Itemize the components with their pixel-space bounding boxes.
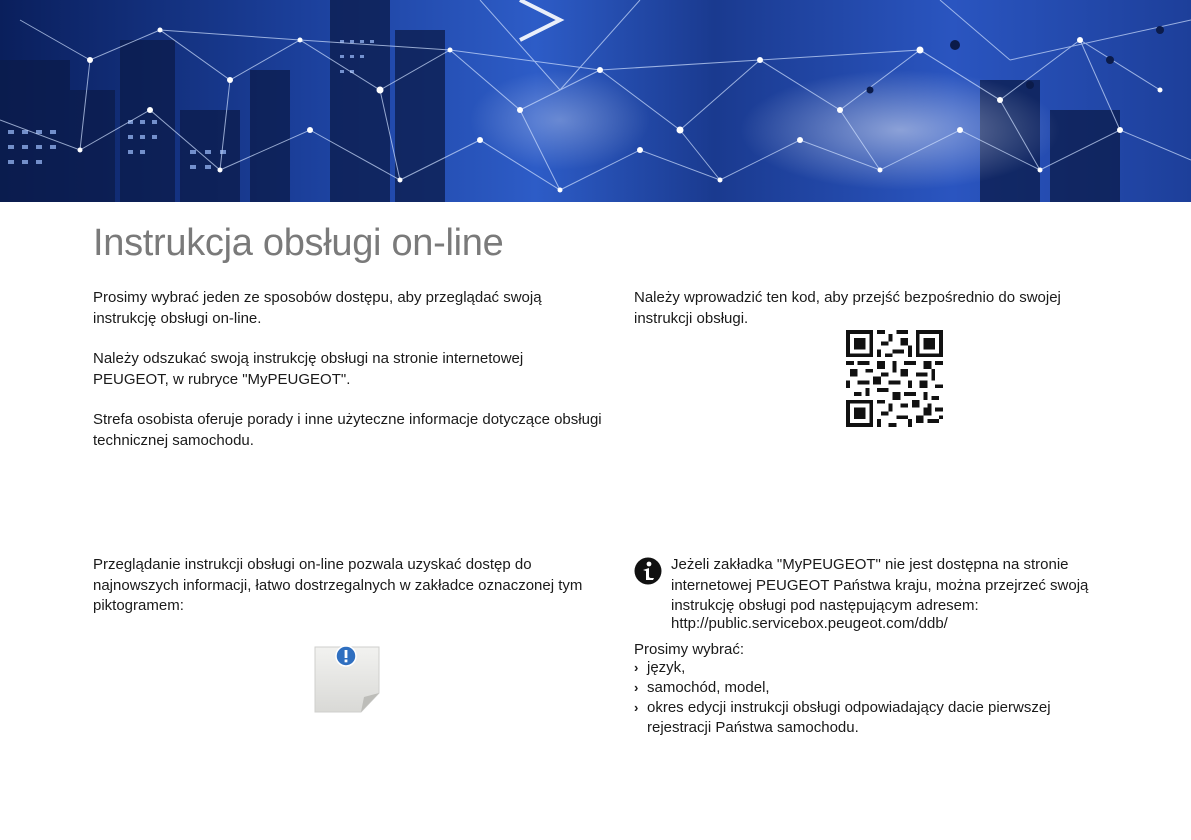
list-item: › samochód, model, bbox=[634, 679, 770, 696]
qr-code[interactable] bbox=[846, 330, 943, 427]
intro-paragraph: Prosimy wybrać jeden ze sposobów dostępu, aby przeglądać swoją instrukcję obsługi on-line. bbox=[93, 289, 542, 327]
chevron-right-icon: › bbox=[634, 660, 639, 675]
list-item: › okres edycji instrukcji obsługi odpowiadający dacie pierwszej rejestracji Państwa samochodu. bbox=[634, 699, 1051, 736]
online-access-paragraph: Przeglądanie instrukcji obsługi on-line pozwala uzyskać dostęp do najnowszych informacji, łatwo dostrzegalnych w zakładce oznaczonej tym piktogramem: bbox=[93, 556, 583, 614]
list-item: › język, bbox=[634, 659, 686, 676]
page-title: Instrukcja obsługi on-line bbox=[93, 222, 504, 264]
selection-list bbox=[634, 658, 1104, 738]
qr-instruction-paragraph: Należy wprowadzić ten kod, aby przejść bezpośrednio do swojej instrukcji obsługi. bbox=[634, 289, 1061, 327]
online-manual-pictogram-icon bbox=[314, 645, 380, 713]
choose-label: Prosimy wybrać: bbox=[634, 641, 745, 658]
network-illustration bbox=[0, 0, 1191, 202]
website-paragraph: Należy odszukać swoją instrukcję obsługi na stronie internetowej PEUGEOT, w rubryce "MyPEUGEOT". bbox=[93, 350, 524, 388]
chevron-right-icon: › bbox=[634, 700, 639, 715]
availability-note: Jeżeli zakładka "MyPEUGEOT" nie jest dostępna na stronie internetowej PEUGEOT Państwa kraju, można przejrzeć swoją instrukcję obsługi pod następującym adresem: bbox=[671, 556, 1089, 614]
header-banner-image bbox=[0, 0, 1191, 202]
chevron-right-icon: › bbox=[634, 680, 639, 695]
info-icon bbox=[634, 557, 662, 585]
personal-area-paragraph: Strefa osobista oferuje porady i inne użyteczne informacje dotyczące obsługi technicznej samochodu. bbox=[93, 411, 602, 449]
servicebox-url-link[interactable]: http://public.servicebox.peugeot.com/ddb/ bbox=[671, 615, 948, 632]
